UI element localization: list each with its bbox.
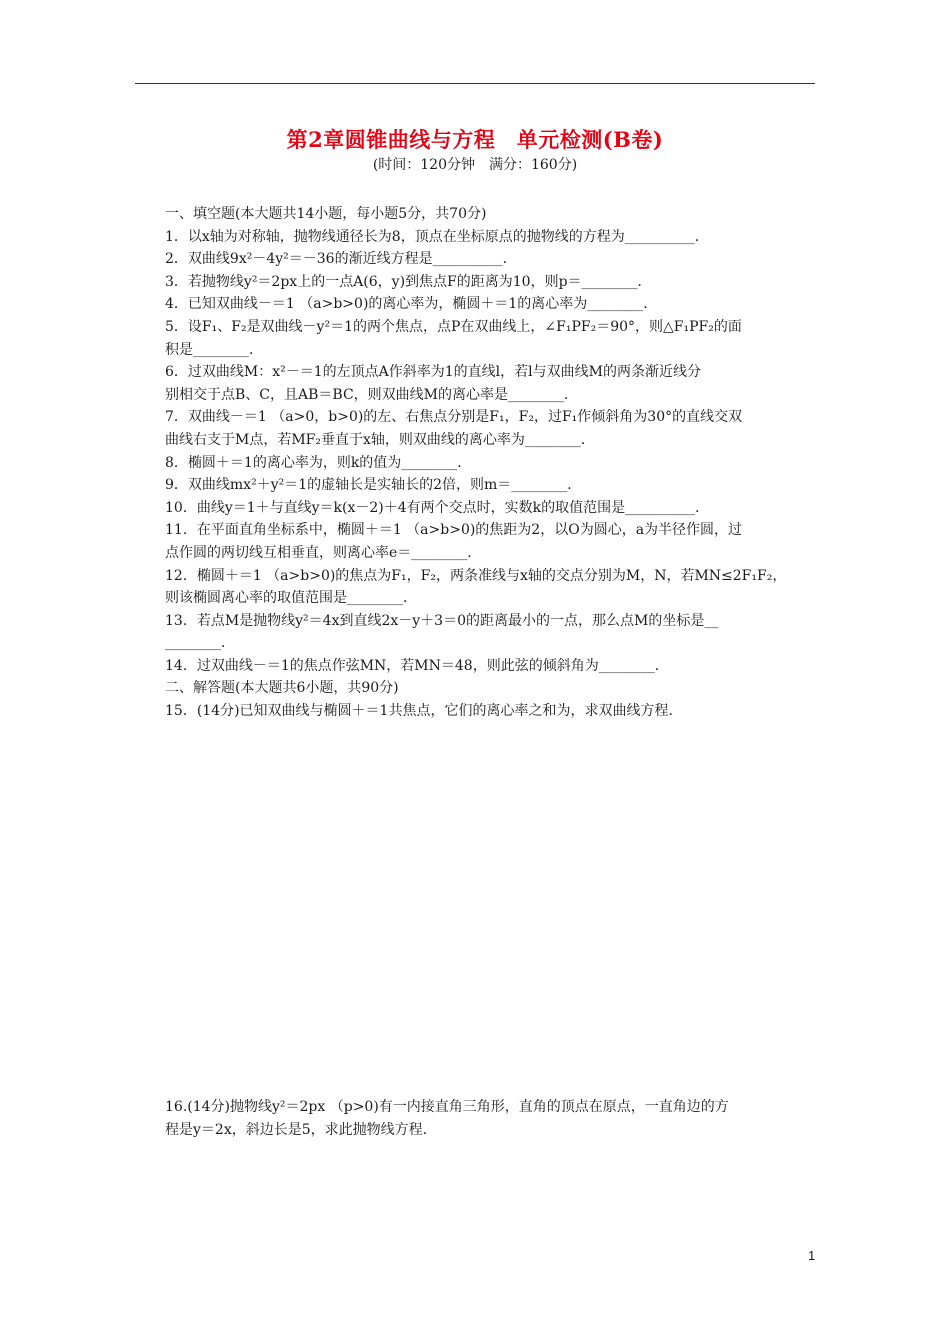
question-line: 别相交于点B、C，且AB＝BC，则双曲线M的离心率是________．	[165, 386, 578, 403]
question-line: 9．双曲线mx²＋y²＝1的虚轴长是实轴长的2倍，则m＝________．	[165, 477, 582, 494]
question-line: 则该椭圆离心率的取值范围是________．	[165, 590, 417, 607]
question-line: 曲线右支于M点，若MF₂垂直于x轴，则双曲线的离心率为________．	[165, 431, 595, 448]
question-body	[165, 203, 820, 723]
exam-info: (时间：120分钟 满分：160分)	[372, 157, 578, 173]
question-line: 点作圆的两切线互相垂直，则离心率e＝________．	[165, 544, 482, 561]
question-line: 11．在平面直角坐标系中，椭圆＋＝1 （a>b>0)的焦距为2，以O为圆心，a为半径作圆，过	[165, 522, 743, 539]
question-line: 5．设F₁、F₂是双曲线－y²＝1的两个焦点，点P在双曲线上，∠F₁PF₂＝90°，则△F₁PF₂的面	[165, 318, 742, 335]
question-line: 程是y＝2x，斜边长是5，求此抛物线方程．	[165, 1121, 437, 1138]
question-line: 15．(14分)已知双曲线与椭圆＋＝1共焦点，它们的离心率之和为，求双曲线方程．	[165, 703, 683, 720]
question-line: 12．椭圆＋＝1 （a>b>0)的焦点为F₁，F₂，两条准线与x轴的交点分别为M，N，若MN≤2F₁F₂，	[165, 567, 787, 584]
question-line: 积是________．	[165, 341, 263, 358]
question-line: 13．若点M是抛物线y²＝4x到直线2x－y＋3＝0的距离最小的一点，那么点M的坐标是__	[165, 612, 719, 629]
question-line: 3．若抛物线y²＝2px上的一点A(6，y)到焦点F的距离为10，则p＝________．	[165, 273, 652, 290]
section-heading-fill-blank: 一、填空题(本大题共14小题，每小题5分，共70分)	[165, 206, 487, 222]
question-line: 2．双曲线9x²－4y²＝－36的渐近线方程是__________．	[165, 251, 517, 268]
question-line: 7．双曲线－＝1 （a>0，b>0)的左、右焦点分别是F₁，F₂，过F₁作倾斜角为30°的直线交双	[165, 409, 743, 426]
question-line: 10．曲线y＝1＋与直线y＝k(x－2)＋4有两个交点时，实数k的取值范围是__________．	[165, 499, 710, 516]
question-line: 4．已知双曲线－＝1 （a>b>0)的离心率为，椭圆＋＝1的离心率为________．	[165, 296, 658, 313]
question-line: 1．以x轴为对称轴，抛物线通径长为8，顶点在坐标原点的抛物线的方程为__________．	[165, 228, 709, 245]
question-16	[165, 1094, 820, 1139]
section-heading-answer: 二、解答题(本大题共6小题，共90分)	[165, 680, 399, 697]
question-line: 14．过双曲线－＝1的焦点作弦MN，若MN＝48，则此弦的倾斜角为________．	[165, 657, 669, 674]
page-number: 1	[808, 1248, 816, 1263]
page-title: 第2章圆锥曲线与方程 单元检测(B卷)	[286, 127, 664, 152]
question-line: 6．过双曲线M：x²－＝1的左顶点A作斜率为1的直线l，若l与双曲线M的两条渐近线分	[165, 364, 701, 381]
question-line: ________．	[165, 635, 235, 652]
question-line: 8．椭圆＋＝1的离心率为，则k的值为________．	[165, 454, 472, 471]
header-rule	[135, 83, 815, 84]
question-line: 16.(14分)抛物线y²＝2px （p>0)有一内接直角三角形，直角的顶点在原点，一直角边的方	[165, 1099, 729, 1115]
